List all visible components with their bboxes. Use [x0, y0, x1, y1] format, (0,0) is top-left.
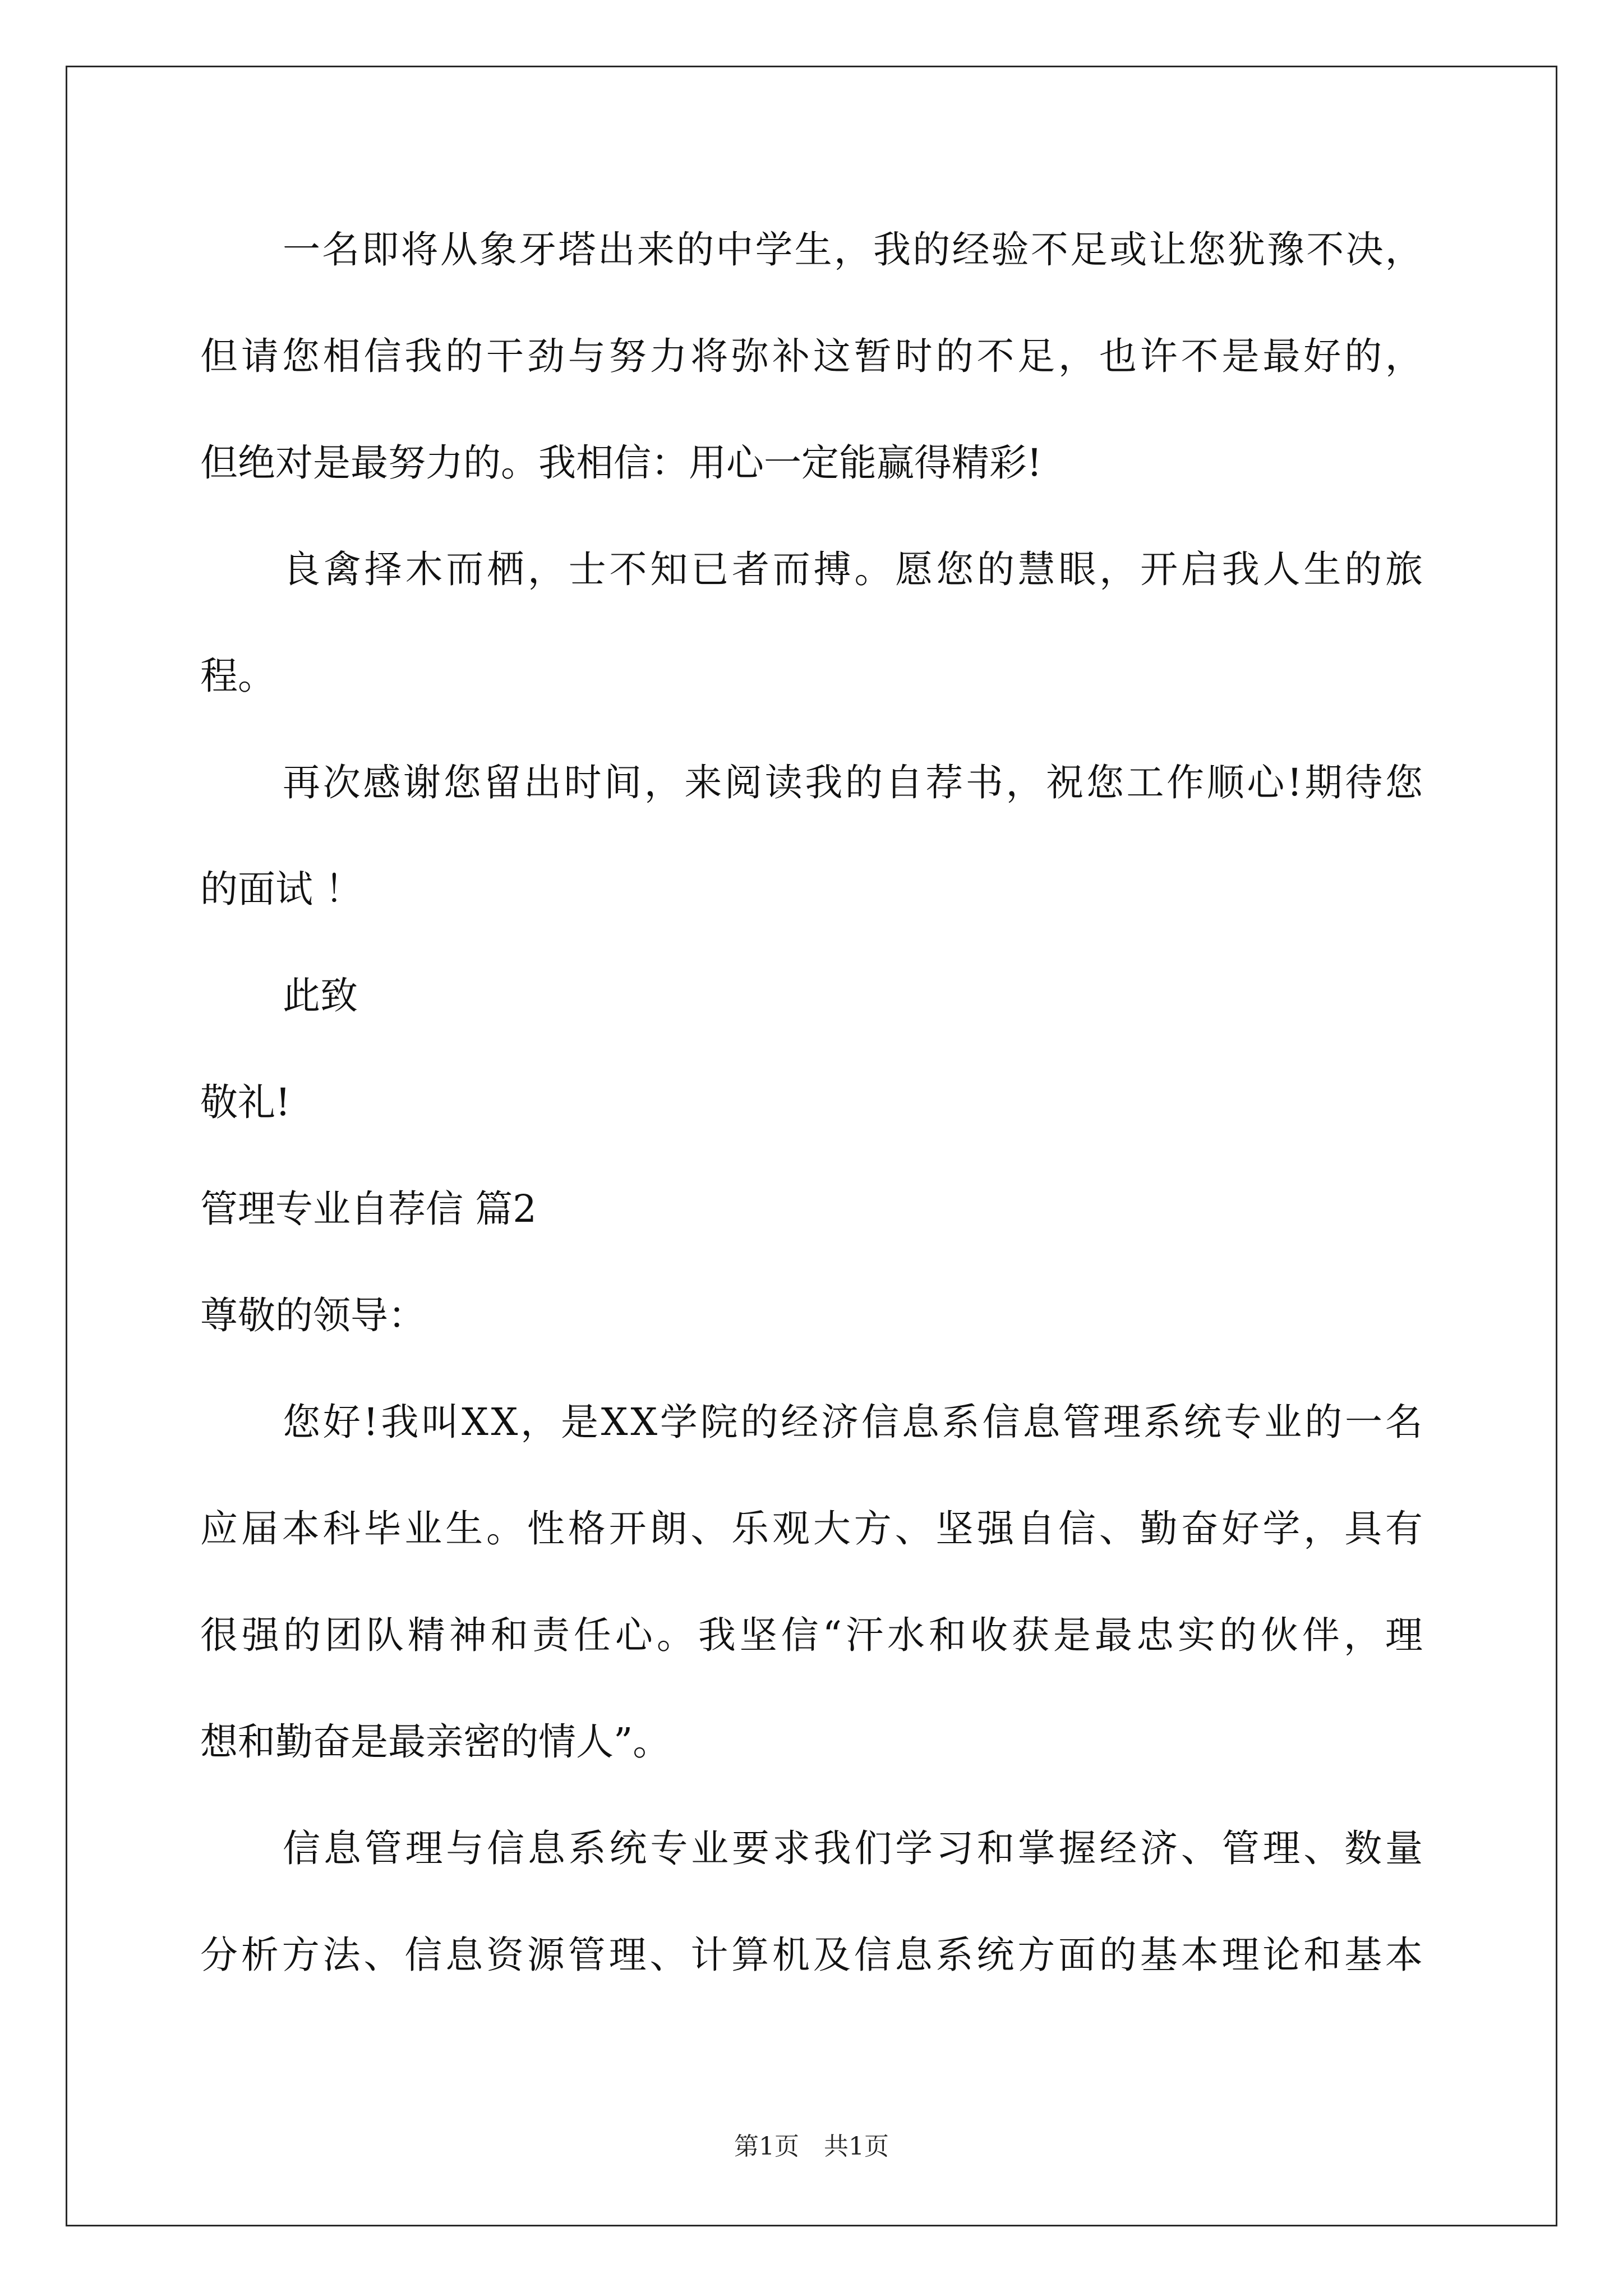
line-char: 好	[1303, 334, 1341, 378]
line-char: 学	[660, 1400, 698, 1444]
line-char: 管	[568, 1933, 606, 1977]
line-char: 。	[656, 1613, 694, 1657]
line-char: 请	[241, 334, 279, 378]
line-char: 计	[690, 1933, 728, 1977]
line-char: 一	[1344, 1400, 1382, 1444]
line-char: 经	[952, 228, 990, 272]
line-char: 读	[764, 761, 803, 804]
line-char: 息	[1022, 1400, 1061, 1444]
line-char: 系	[568, 1826, 606, 1870]
line-char: 息	[901, 1400, 939, 1444]
line-char: 具	[1344, 1507, 1382, 1550]
line-char: 的	[1344, 547, 1382, 591]
line-char: X	[462, 1400, 488, 1444]
line-char: 的	[976, 547, 1015, 591]
paragraph-line	[200, 1921, 1423, 1989]
line-char: 您	[443, 761, 481, 804]
line-char: 我	[873, 228, 911, 272]
line-char: 机	[772, 1933, 810, 1977]
line-char: 暂	[854, 334, 892, 378]
line-char: 木	[405, 547, 443, 591]
line-char: 理	[608, 1933, 647, 1977]
line-char: !	[1287, 761, 1302, 804]
line-char: 济	[821, 1400, 859, 1444]
line-char: 大	[813, 1507, 851, 1550]
line-char: 及	[813, 1933, 851, 1977]
line-char: 精	[407, 1613, 445, 1657]
line-char: 伙	[1260, 1613, 1298, 1657]
line-char: 已	[691, 547, 729, 591]
line-char: 信	[854, 1933, 892, 1977]
line-char: 弥	[731, 334, 769, 378]
line-char: ，	[1385, 334, 1423, 378]
closing-regards: 敬礼!	[200, 1080, 291, 1124]
line-char: 的	[1344, 334, 1382, 378]
line-char: 乐	[731, 1507, 769, 1550]
line-char: 心	[615, 1613, 653, 1657]
line-char: 数	[1344, 1826, 1382, 1870]
line-char: 荐	[925, 761, 963, 804]
line-char: 自	[885, 761, 923, 804]
line-char: 应	[200, 1507, 238, 1550]
line-char: 、	[1099, 1507, 1137, 1550]
line-char: 任	[573, 1613, 611, 1657]
line-char: 们	[854, 1826, 892, 1870]
line-char: ，	[1058, 334, 1096, 378]
line-char: 科	[322, 1507, 361, 1550]
line-char: ，	[1303, 1507, 1341, 1550]
line-char: 管	[364, 1826, 402, 1870]
line-char: 开	[608, 1507, 647, 1550]
line-char: 足	[1017, 334, 1055, 378]
line-char: 信	[283, 1826, 320, 1870]
line-char: 团	[324, 1613, 362, 1657]
line-char: 书	[965, 761, 1003, 804]
line-char: 顺	[1206, 761, 1244, 804]
line-char: 的	[740, 1400, 778, 1444]
line-char: 学	[895, 1826, 933, 1870]
line-char: 再	[283, 761, 320, 804]
line-char: 的	[676, 228, 714, 272]
line-char: 信	[861, 1400, 899, 1444]
line-char: 间	[604, 761, 642, 804]
line-char: 塔	[558, 228, 596, 272]
paragraph-line: 想和勤奋是最亲密的情人”。	[200, 1720, 671, 1764]
line-char: 收	[970, 1613, 1008, 1657]
line-char: 补	[772, 334, 810, 378]
line-char: 基	[1344, 1933, 1382, 1977]
line-char: 自	[1017, 1507, 1055, 1550]
line-char: 和	[1303, 1933, 1341, 1977]
line-char: 开	[1140, 547, 1178, 591]
paragraph-line: 程。	[200, 654, 275, 698]
line-char: 出	[597, 228, 635, 272]
line-char: 届	[241, 1507, 279, 1550]
line-char: 朗	[649, 1507, 688, 1550]
line-char: 禽	[323, 547, 361, 591]
line-char: 作	[1166, 761, 1205, 804]
line-char: 我	[805, 761, 843, 804]
line-char: 有	[1385, 1507, 1423, 1550]
line-char: 待	[1345, 761, 1383, 804]
line-char: 您	[1086, 761, 1124, 804]
line-char: 信	[781, 1613, 819, 1657]
line-char: 是	[1053, 1613, 1091, 1657]
line-char: 愿	[895, 547, 933, 591]
line-char: 留	[483, 761, 522, 804]
line-char: 性	[527, 1507, 565, 1550]
line-char: 责	[532, 1613, 570, 1657]
paragraph-line: 的面试 ！	[200, 867, 363, 911]
line-char: 您	[282, 334, 320, 378]
line-char: 从	[440, 228, 478, 272]
line-char: 院	[700, 1400, 738, 1444]
line-char: 生	[445, 1507, 483, 1550]
line-char: 将	[400, 228, 439, 272]
line-char: 、	[895, 1507, 933, 1550]
line-char: 、	[690, 1507, 728, 1550]
line-char: 我	[813, 1826, 851, 1870]
line-char: 学	[755, 228, 793, 272]
line-char: 坚	[739, 1613, 777, 1657]
line-char: 是	[560, 1400, 598, 1444]
line-char: 不	[976, 334, 1015, 378]
line-char: 犹	[1227, 228, 1265, 272]
line-char: 的	[912, 228, 951, 272]
line-char: 豫	[1267, 228, 1305, 272]
line-char: 但	[200, 334, 238, 378]
line-char: 牙	[519, 228, 557, 272]
line-char: 让	[1149, 228, 1187, 272]
line-char: 统	[976, 1933, 1015, 1977]
line-char: 心	[1247, 761, 1285, 804]
line-char: 名	[1385, 1400, 1423, 1444]
line-char: 系	[942, 1400, 980, 1444]
paragraph-line	[283, 749, 1423, 816]
line-char: 的	[283, 1613, 321, 1657]
line-char: 将	[690, 334, 728, 378]
line-char: 不	[1030, 228, 1068, 272]
line-char: 毕	[363, 1507, 402, 1550]
line-char: 理	[1262, 1826, 1301, 1870]
line-char: 我	[1221, 547, 1260, 591]
line-char: 我	[381, 1400, 419, 1444]
line-char: 习	[936, 1826, 974, 1870]
line-char: 工	[1126, 761, 1164, 804]
line-char: “	[822, 1613, 842, 1657]
line-char: 信	[982, 1400, 1020, 1444]
line-char: 旅	[1385, 547, 1423, 591]
line-char: 不	[1181, 334, 1219, 378]
line-char: 或	[1109, 228, 1147, 272]
line-char: 不	[1306, 228, 1344, 272]
line-char: 决	[1345, 228, 1384, 272]
line-char: 好	[322, 1400, 361, 1444]
line-char: 业	[1264, 1400, 1302, 1444]
line-char: 很	[200, 1613, 238, 1657]
line-char: !	[363, 1400, 379, 1444]
line-char: 本	[282, 1507, 320, 1550]
line-char: 法	[322, 1933, 361, 1977]
line-char: 我	[698, 1613, 736, 1657]
line-char: 您	[1188, 228, 1226, 272]
line-char: 经	[1099, 1826, 1137, 1870]
line-char: 方	[282, 1933, 320, 1977]
line-char: 象	[479, 228, 518, 272]
line-char: 忠	[1136, 1613, 1174, 1657]
line-char: 业	[404, 1507, 442, 1550]
line-char: 汗	[846, 1613, 884, 1657]
line-char: 不	[609, 547, 647, 591]
line-char: 专	[1224, 1400, 1262, 1444]
line-char: 来	[684, 761, 722, 804]
line-char: 息	[445, 1933, 483, 1977]
line-char: 、	[1181, 1826, 1219, 1870]
line-char: 栖	[487, 547, 525, 591]
paragraph-line	[200, 323, 1423, 390]
line-char: 谢	[403, 761, 441, 804]
line-char: ，	[1343, 1613, 1381, 1657]
line-char: 和	[976, 1826, 1015, 1870]
line-char: 学	[1262, 1507, 1301, 1550]
line-char: 一	[283, 228, 320, 272]
line-char: 息	[323, 1826, 361, 1870]
paragraph-line	[283, 1388, 1423, 1456]
line-char: 出	[523, 761, 561, 804]
line-char: 、	[363, 1933, 402, 1977]
line-char: ，	[833, 228, 872, 272]
line-char: 、	[649, 1933, 688, 1977]
line-char: 的	[935, 334, 974, 378]
line-char: 济	[1140, 1826, 1178, 1870]
line-char: 本	[1181, 1933, 1219, 1977]
line-char: 良	[283, 547, 320, 591]
line-char: 许	[1140, 334, 1178, 378]
line-char: 资	[486, 1933, 524, 1977]
line-char: 时	[895, 334, 933, 378]
line-char: 息	[895, 1933, 933, 1977]
line-char: 、	[1303, 1826, 1341, 1870]
paragraph-line: 但绝对是最努力的。我相信：用心一定能赢得精彩!	[200, 441, 1042, 485]
line-char: 力	[649, 334, 688, 378]
section-heading: 管理专业自荐信 篇2	[200, 1187, 537, 1231]
line-char: 者	[731, 547, 769, 591]
line-char: 我	[404, 334, 442, 378]
line-char: 基	[1140, 1933, 1178, 1977]
line-char: 即	[361, 228, 399, 272]
greeting: 尊敬的领导：	[200, 1294, 426, 1337]
line-char: 和	[490, 1613, 528, 1657]
line-char: ，	[644, 761, 682, 804]
line-char: 的	[1219, 1613, 1257, 1657]
line-char: 时	[564, 761, 602, 804]
line-char: 搏	[813, 547, 851, 591]
line-char: 的	[445, 334, 483, 378]
line-char: 理	[1385, 1613, 1423, 1657]
paragraph-line	[200, 1602, 1423, 1669]
line-char: 量	[1385, 1826, 1423, 1870]
line-char: 理	[1103, 1400, 1141, 1444]
line-char: 析	[241, 1933, 279, 1977]
line-char: 而	[446, 547, 484, 591]
line-char: 要	[731, 1826, 769, 1870]
line-char: 名	[322, 228, 360, 272]
line-char: 与	[568, 334, 606, 378]
line-char: 神	[449, 1613, 487, 1657]
line-char: 坚	[935, 1507, 974, 1550]
line-char: 启	[1181, 547, 1219, 591]
line-char: ，	[527, 547, 565, 591]
line-char: 求	[772, 1826, 810, 1870]
line-char: ，	[1099, 547, 1137, 591]
line-char: 祝	[1046, 761, 1084, 804]
line-char: 理	[1221, 1933, 1260, 1977]
line-char: 实	[1177, 1613, 1215, 1657]
line-char: 伴	[1302, 1613, 1340, 1657]
line-char: 系	[935, 1933, 974, 1977]
paragraph-line	[283, 536, 1423, 603]
line-char: 方	[854, 1507, 892, 1550]
line-char: 获	[1011, 1613, 1049, 1657]
line-char: ，	[520, 1400, 559, 1444]
line-char: 次	[322, 761, 361, 804]
line-char: 息	[527, 1826, 565, 1870]
line-char: 期	[1304, 761, 1343, 804]
line-char: 人	[1262, 547, 1301, 591]
line-char: 源	[527, 1933, 565, 1977]
line-char: 眼	[1058, 547, 1096, 591]
line-char: 足	[1070, 228, 1108, 272]
line-char: 最	[1094, 1613, 1132, 1657]
line-char: 格	[568, 1507, 606, 1550]
line-char: X	[601, 1400, 628, 1444]
paragraph-line	[283, 216, 1423, 283]
line-char: 队	[366, 1613, 404, 1657]
line-char: 您	[936, 547, 974, 591]
line-char: 最	[1262, 334, 1301, 378]
line-char: 面	[1058, 1933, 1096, 1977]
line-char: 您	[1385, 761, 1423, 804]
line-char: 验	[991, 228, 1029, 272]
line-char: 的	[1304, 1400, 1343, 1444]
line-char: 信	[363, 334, 402, 378]
line-char: 感	[363, 761, 401, 804]
paragraph-line	[283, 1815, 1423, 1882]
line-char: ，	[1006, 761, 1044, 804]
line-char: 劲	[527, 334, 565, 378]
line-char: 强	[976, 1507, 1015, 1550]
paragraph-line	[200, 1495, 1423, 1562]
line-char: 系	[1143, 1400, 1181, 1444]
line-char: 努	[608, 334, 647, 378]
line-char: 中	[716, 228, 754, 272]
line-char: 论	[1262, 1933, 1301, 1977]
line-char: 叫	[421, 1400, 459, 1444]
line-char: 好	[1221, 1507, 1260, 1550]
line-char: 来	[637, 228, 675, 272]
line-char: 阅	[725, 761, 763, 804]
line-char: 生	[794, 228, 832, 272]
line-char: 信	[1058, 1507, 1096, 1550]
line-char: 专	[650, 1826, 688, 1870]
line-char: 和	[928, 1613, 966, 1657]
line-char: 士	[568, 547, 606, 591]
line-char: 信	[404, 1933, 442, 1977]
line-char: 管	[1063, 1400, 1101, 1444]
line-char: 统	[609, 1826, 647, 1870]
line-char: 这	[813, 334, 851, 378]
line-char: 信	[487, 1826, 525, 1870]
line-char: 水	[887, 1613, 925, 1657]
line-char: 与	[446, 1826, 484, 1870]
line-char: 知	[650, 547, 688, 591]
line-char: 。	[486, 1507, 524, 1550]
line-char: 算	[731, 1933, 769, 1977]
line-char: 强	[241, 1613, 279, 1657]
line-char: 业	[691, 1826, 729, 1870]
line-char: 理	[405, 1826, 443, 1870]
line-char: ，	[1385, 228, 1423, 272]
line-char: 本	[1385, 1933, 1423, 1977]
line-char: 经	[781, 1400, 819, 1444]
line-char: 握	[1058, 1826, 1096, 1870]
line-char: 生	[1303, 547, 1341, 591]
line-char: X	[630, 1400, 658, 1444]
line-char: 择	[364, 547, 402, 591]
line-char: 相	[322, 334, 361, 378]
line-char: 干	[486, 334, 524, 378]
line-char: 统	[1183, 1400, 1221, 1444]
line-char: 的	[1099, 1933, 1137, 1977]
line-char: 掌	[1017, 1826, 1055, 1870]
line-char: 是	[1221, 334, 1260, 378]
line-char: 观	[772, 1507, 810, 1550]
line-char: 慧	[1017, 547, 1055, 591]
line-char: 的	[845, 761, 883, 804]
closing-salutation: 此致	[283, 974, 358, 1018]
line-char: 分	[200, 1933, 238, 1977]
page-footer: 第1页 共1页	[734, 2132, 889, 2161]
line-char: 方	[1017, 1933, 1055, 1977]
line-char: 。	[854, 547, 892, 591]
line-char: 奋	[1181, 1507, 1219, 1550]
line-char: 管	[1221, 1826, 1260, 1870]
line-char: 您	[283, 1400, 320, 1444]
line-char: 而	[772, 547, 810, 591]
line-char: X	[491, 1400, 518, 1444]
line-char: 也	[1099, 334, 1137, 378]
line-char: 勤	[1140, 1507, 1178, 1550]
